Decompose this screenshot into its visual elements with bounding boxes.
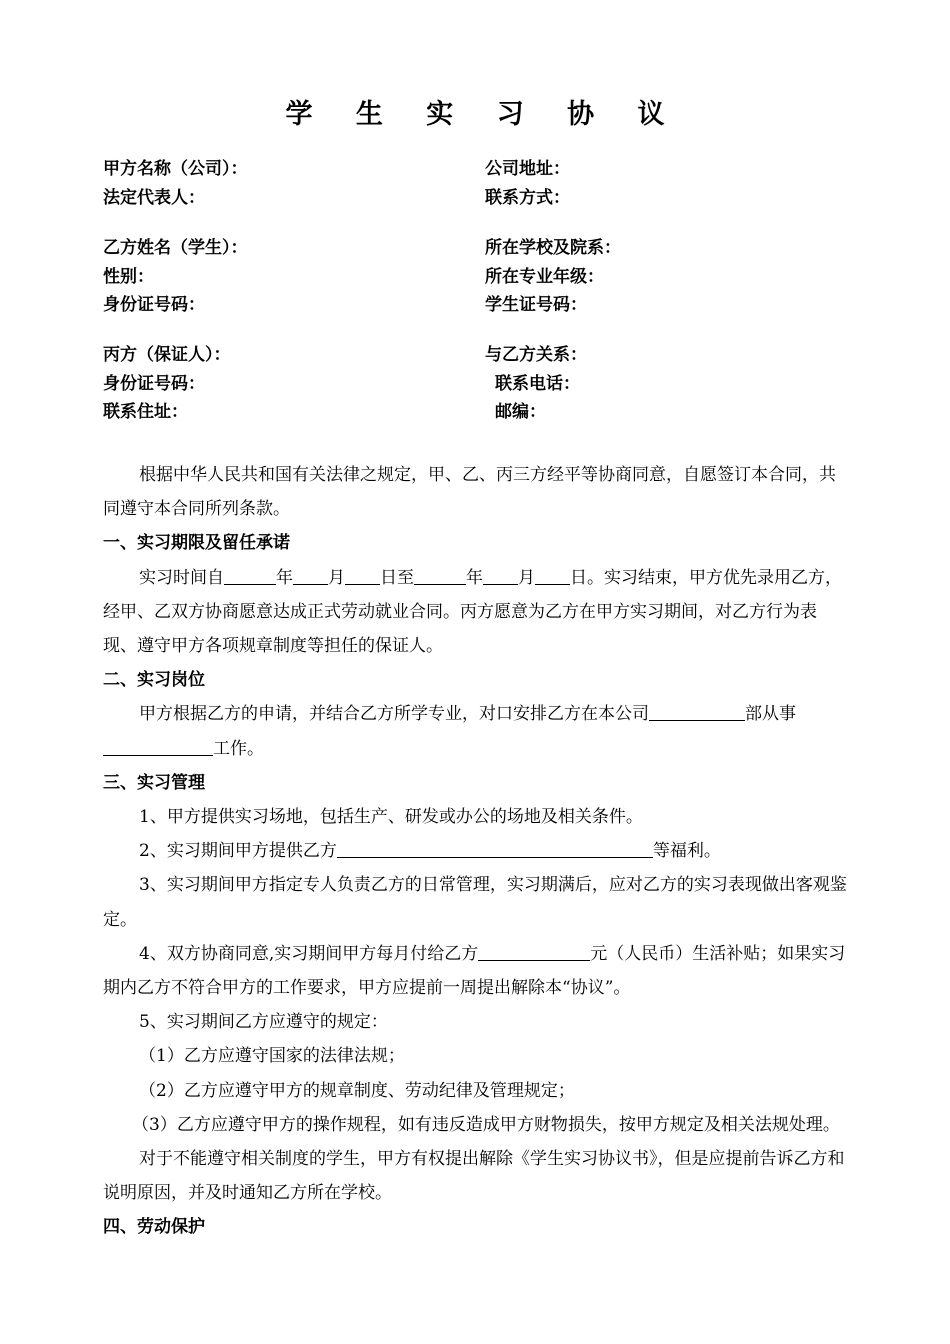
party-b-row-1 xyxy=(103,234,863,263)
s3-item-2-text-2: 等福利。 xyxy=(652,841,721,862)
s1-month-2: 月 xyxy=(518,567,535,588)
intro-paragraph: 根据中华人民共和国有关法律之规定，甲、乙、丙三方经平等协商同意，自愿签订本合同，共同遵守本合同所列条款。 xyxy=(103,465,836,520)
s1-day-to: 日至 xyxy=(380,567,414,588)
s2-text-1: 甲方根据乙方的申请，并结合乙方所学专业，对口安排乙方在本公司 xyxy=(139,704,649,725)
s3-item-4 xyxy=(103,937,848,1005)
end-month-blank xyxy=(483,566,518,585)
document-title: 学 生 实 习 协 议 xyxy=(285,99,682,130)
section-1-paragraph xyxy=(103,561,848,664)
s3-item-2 xyxy=(103,834,848,868)
s3-rule-1: （1）乙方应遵守国家的法律法规； xyxy=(139,1046,405,1067)
party-a-name-label: 甲方名称（公司）： xyxy=(103,159,248,179)
s1-text-end: 日。实习结束，甲方优先录用乙方，经甲、乙双方协商愿意达成正式劳动就业合同。丙方愿意为乙方在甲方实习期间，对乙方行为表现、遵守甲方各项规章制度等担任的保证人。 xyxy=(103,567,842,657)
s3-note: 对于不能遵守相关制度的学生，甲方有权提出解除《学生实习协议书》，但是应提前告诉乙方和说明原因，并及时通知乙方所在学校。 xyxy=(103,1149,845,1204)
party-b-row-2 xyxy=(103,263,863,292)
s3-item-4-text-1: 4、双方协商同意,实习期间甲方每月付给乙方 xyxy=(139,943,479,964)
party-a-contact-label: 联系方式： xyxy=(485,187,570,208)
start-day-blank xyxy=(345,566,380,585)
party-b-id-label: 身份证号码： xyxy=(103,295,205,315)
department-blank xyxy=(649,703,745,722)
section-2-paragraph xyxy=(103,697,848,765)
agreement-body xyxy=(103,458,848,1245)
s2-text-2: 部从事 xyxy=(745,704,796,725)
section-4-heading: 四、劳动保护 xyxy=(103,1217,205,1238)
s1-year-1: 年 xyxy=(276,567,293,588)
s1-month-1: 月 xyxy=(328,567,345,588)
s3-item-3: 3、实习期间甲方指定专人负责乙方的日常管理，实习期满后，应对乙方的实习表现做出客观鉴定。 xyxy=(103,875,847,930)
party-b-school-label: 所在学校及院系： xyxy=(485,238,621,258)
end-day-blank xyxy=(535,566,570,585)
s3-rule-3: （3）乙方应遵守甲方的操作规程，如有违反造成甲方财物损失，按甲方规定及相关法规处理。 xyxy=(132,1114,840,1135)
party-c-phone-label: 联系电话： xyxy=(495,373,580,394)
end-year-blank xyxy=(414,566,466,585)
party-a-row-2 xyxy=(103,184,863,213)
party-c-address-label: 联系住址： xyxy=(103,402,188,422)
party-a-address-label: 公司地址： xyxy=(485,159,570,179)
section-1-heading: 一、实习期限及留任承诺 xyxy=(103,533,290,554)
s1-text-start: 实习时间自 xyxy=(139,567,224,588)
s3-rule-2: （2）乙方应遵守甲方的规章制度、劳动纪律及管理规定； xyxy=(139,1080,575,1101)
party-c-name-label: 丙方（保证人）： xyxy=(103,345,231,365)
party-b-gender-label: 性别： xyxy=(103,266,154,287)
s3-item-2-text-1: 2、实习期间甲方提供乙方 xyxy=(139,841,337,862)
party-b-major-label: 所在专业年级： xyxy=(485,266,604,287)
party-b-section xyxy=(103,234,863,320)
party-b-student-id-label: 学生证号码： xyxy=(485,295,587,315)
job-blank xyxy=(103,737,213,756)
s3-item-5: 5、实习期间乙方应遵守的规定： xyxy=(139,1012,388,1033)
party-c-row-3 xyxy=(103,398,863,427)
party-a-row-1 xyxy=(103,155,863,184)
s2-text-3: 工作。 xyxy=(213,738,264,759)
party-c-zip-label: 邮编： xyxy=(495,402,546,422)
party-c-row-2 xyxy=(103,370,863,399)
start-year-blank xyxy=(224,566,276,585)
party-a-section xyxy=(103,155,863,212)
party-c-id-label: 身份证号码： xyxy=(103,373,205,394)
section-3-heading: 三、实习管理 xyxy=(103,772,205,793)
benefits-blank xyxy=(337,839,653,858)
party-a-rep-label: 法定代表人： xyxy=(103,187,205,208)
party-b-name-label: 乙方姓名（学生）： xyxy=(103,238,248,258)
s1-year-2: 年 xyxy=(466,567,483,588)
party-c-relation-label: 与乙方关系： xyxy=(485,345,587,365)
party-c-section xyxy=(103,341,863,427)
s3-item-1: 1、甲方提供实习场地，包括生产、研发或办公的场地及相关条件。 xyxy=(139,807,643,828)
section-2-heading: 二、实习岗位 xyxy=(103,670,205,691)
start-month-blank xyxy=(293,566,328,585)
party-b-row-3 xyxy=(103,291,863,320)
allowance-blank xyxy=(478,942,590,961)
party-c-row-1 xyxy=(103,341,863,370)
s3-item-4-text-2: 元（人民币）生活补贴；如果实习期内乙方不符合甲方的工作要求，甲方应提前一周提出解除本“协议”。 xyxy=(103,943,846,999)
